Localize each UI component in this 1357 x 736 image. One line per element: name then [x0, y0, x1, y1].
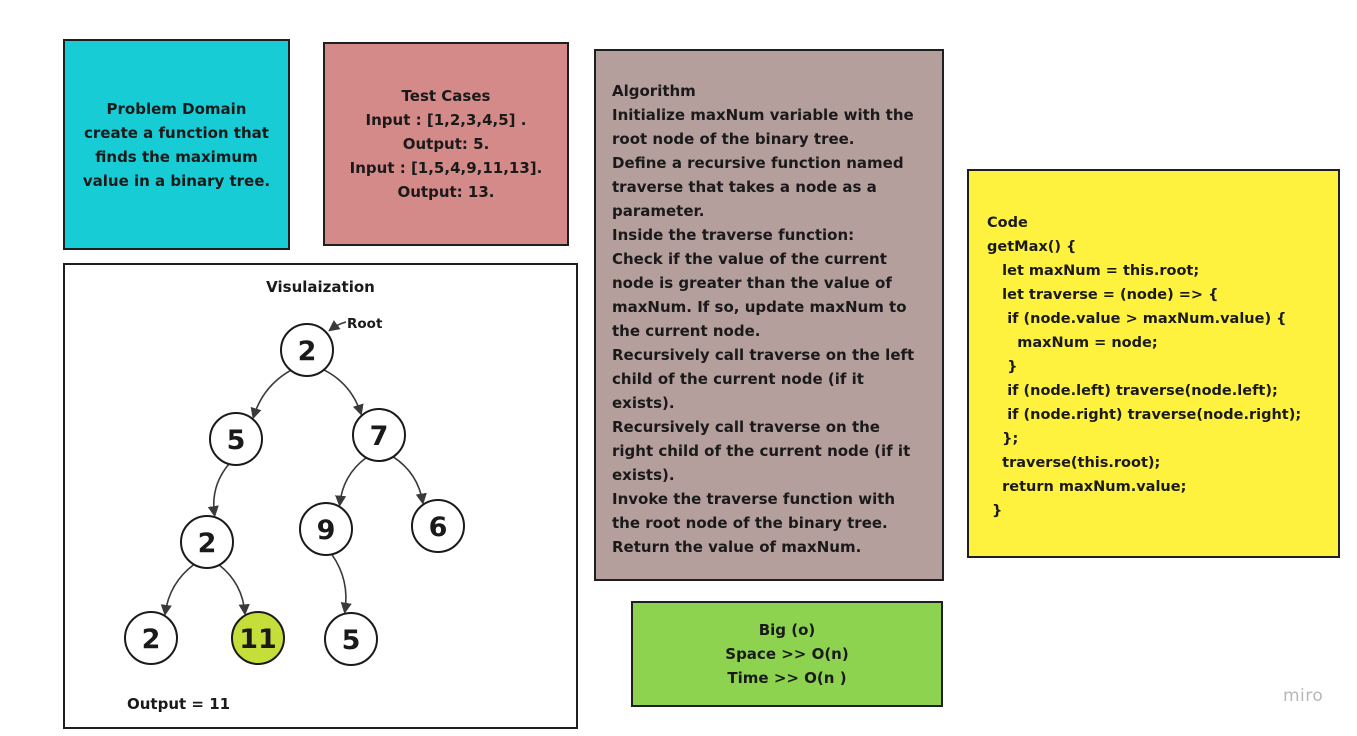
problem-domain-card[interactable]	[63, 39, 290, 250]
tree-node-value: 11	[239, 624, 277, 655]
algorithm-line: Inside the traverse function:	[612, 226, 855, 244]
visualization-card[interactable]	[63, 263, 578, 729]
tree-edge-arrow	[324, 370, 361, 414]
code-line: Code	[987, 215, 1028, 231]
code-card[interactable]	[967, 169, 1340, 558]
big-o-card[interactable]	[631, 601, 943, 707]
algorithm-line: the root node of the binary tree.	[612, 514, 888, 532]
tree-node-max[interactable]	[232, 612, 284, 664]
tree-node-value: 2	[297, 336, 317, 367]
test-line: Input : [1,5,4,9,11,13].	[349, 159, 543, 177]
algorithm-line: exists).	[612, 394, 675, 412]
algorithm-line: exists).	[612, 466, 675, 484]
algorithm-line: Define a recursive function named	[612, 154, 904, 172]
tree-node[interactable]	[181, 516, 233, 568]
tree-node-value: 2	[141, 624, 161, 655]
tree-edges	[165, 370, 423, 614]
test-line: Output: 13.	[397, 183, 495, 201]
algorithm-line: traverse that takes a node as a	[612, 178, 877, 196]
tree-edge-arrow	[165, 564, 194, 613]
algorithm-line: the current node.	[612, 322, 761, 340]
code-text	[987, 211, 1338, 523]
tree-node[interactable]	[125, 612, 177, 664]
tree-edge-arrow	[340, 458, 366, 505]
problem-domain-text	[83, 97, 270, 193]
algorithm-line: maxNum. If so, update maxNum to	[612, 298, 907, 316]
tree-node[interactable]	[210, 413, 262, 465]
tree-node-value: 9	[316, 515, 336, 546]
problem-line: Problem Domain	[106, 99, 247, 118]
tree-node[interactable]	[412, 500, 464, 552]
tree-edge-arrow	[214, 464, 229, 515]
visualization-title: Visulaization	[266, 278, 375, 296]
algorithm-line: right child of the current node (if it	[612, 442, 911, 460]
tree-node[interactable]	[325, 613, 377, 665]
algorithm-line: Recursively call traverse on the	[612, 418, 880, 436]
algorithm-line: Check if the value of the current	[612, 250, 887, 268]
code-line: getMax() {	[987, 239, 1077, 255]
tree-node-value: 2	[197, 528, 217, 559]
tree-node[interactable]	[281, 324, 333, 376]
code-line: return maxNum.value;	[987, 479, 1187, 495]
tree-edge-arrow	[253, 370, 290, 417]
problem-line: value in a binary tree.	[82, 171, 271, 190]
tree-node-value: 6	[428, 512, 448, 543]
tree-nodes	[125, 324, 464, 665]
tree-node-value: 5	[226, 425, 246, 456]
test-line: Input : [1,2,3,4,5] .	[365, 111, 527, 129]
root-pointer-arrow	[330, 322, 346, 330]
output-text: Output = 11	[127, 695, 231, 713]
big-o-line: Space >> O(n)	[725, 645, 849, 663]
problem-line: finds the maximum	[95, 147, 258, 166]
tree-node[interactable]	[353, 409, 405, 461]
tree-node-value: 7	[369, 421, 389, 452]
code-line: if (node.value > maxNum.value) {	[987, 311, 1287, 327]
miro-watermark: miro	[1283, 686, 1324, 706]
algorithm-line: Invoke the traverse function with	[612, 490, 896, 508]
code-line: }	[987, 503, 1003, 519]
algorithm-card[interactable]	[594, 49, 944, 581]
big-o-line: Time >> O(n )	[727, 669, 847, 687]
code-line: let traverse = (node) => {	[987, 287, 1219, 303]
code-line: }	[987, 359, 1018, 375]
tree-node-value: 5	[341, 625, 361, 656]
algorithm-line: child of the current node (if it	[612, 370, 864, 388]
problem-line: create a function that	[84, 123, 269, 142]
big-o-text	[725, 618, 848, 690]
code-line: };	[987, 431, 1019, 447]
test-cases-text	[350, 84, 543, 204]
test-line: Test Cases	[401, 87, 491, 105]
code-line: traverse(this.root);	[987, 455, 1161, 471]
code-line: maxNum = node;	[987, 335, 1158, 351]
algorithm-line: Return the value of maxNum.	[612, 538, 862, 556]
algorithm-line: parameter.	[612, 202, 705, 220]
algorithm-text	[612, 79, 942, 559]
root-label: Root	[347, 316, 383, 332]
algorithm-line: node is greater than the value of	[612, 274, 892, 292]
algorithm-line: root node of the binary tree.	[612, 130, 855, 148]
code-line: if (node.left) traverse(node.left);	[987, 383, 1278, 399]
algorithm-line: Recursively call traverse on the left	[612, 346, 915, 364]
tree-node[interactable]	[300, 503, 352, 555]
algorithm-line: Initialize maxNum variable with the	[612, 106, 914, 124]
algorithm-line: Algorithm	[612, 82, 696, 100]
code-line: let maxNum = this.root;	[987, 263, 1200, 279]
tree-edge-arrow	[393, 457, 423, 503]
test-cases-card[interactable]	[323, 42, 569, 246]
code-line: if (node.right) traverse(node.right);	[987, 407, 1302, 423]
test-line: Output: 5.	[402, 135, 490, 153]
big-o-line: Big (o)	[758, 621, 816, 639]
tree-edge-arrow	[219, 565, 245, 613]
binary-tree-diagram	[65, 265, 576, 727]
tree-edge-arrow	[332, 554, 346, 611]
